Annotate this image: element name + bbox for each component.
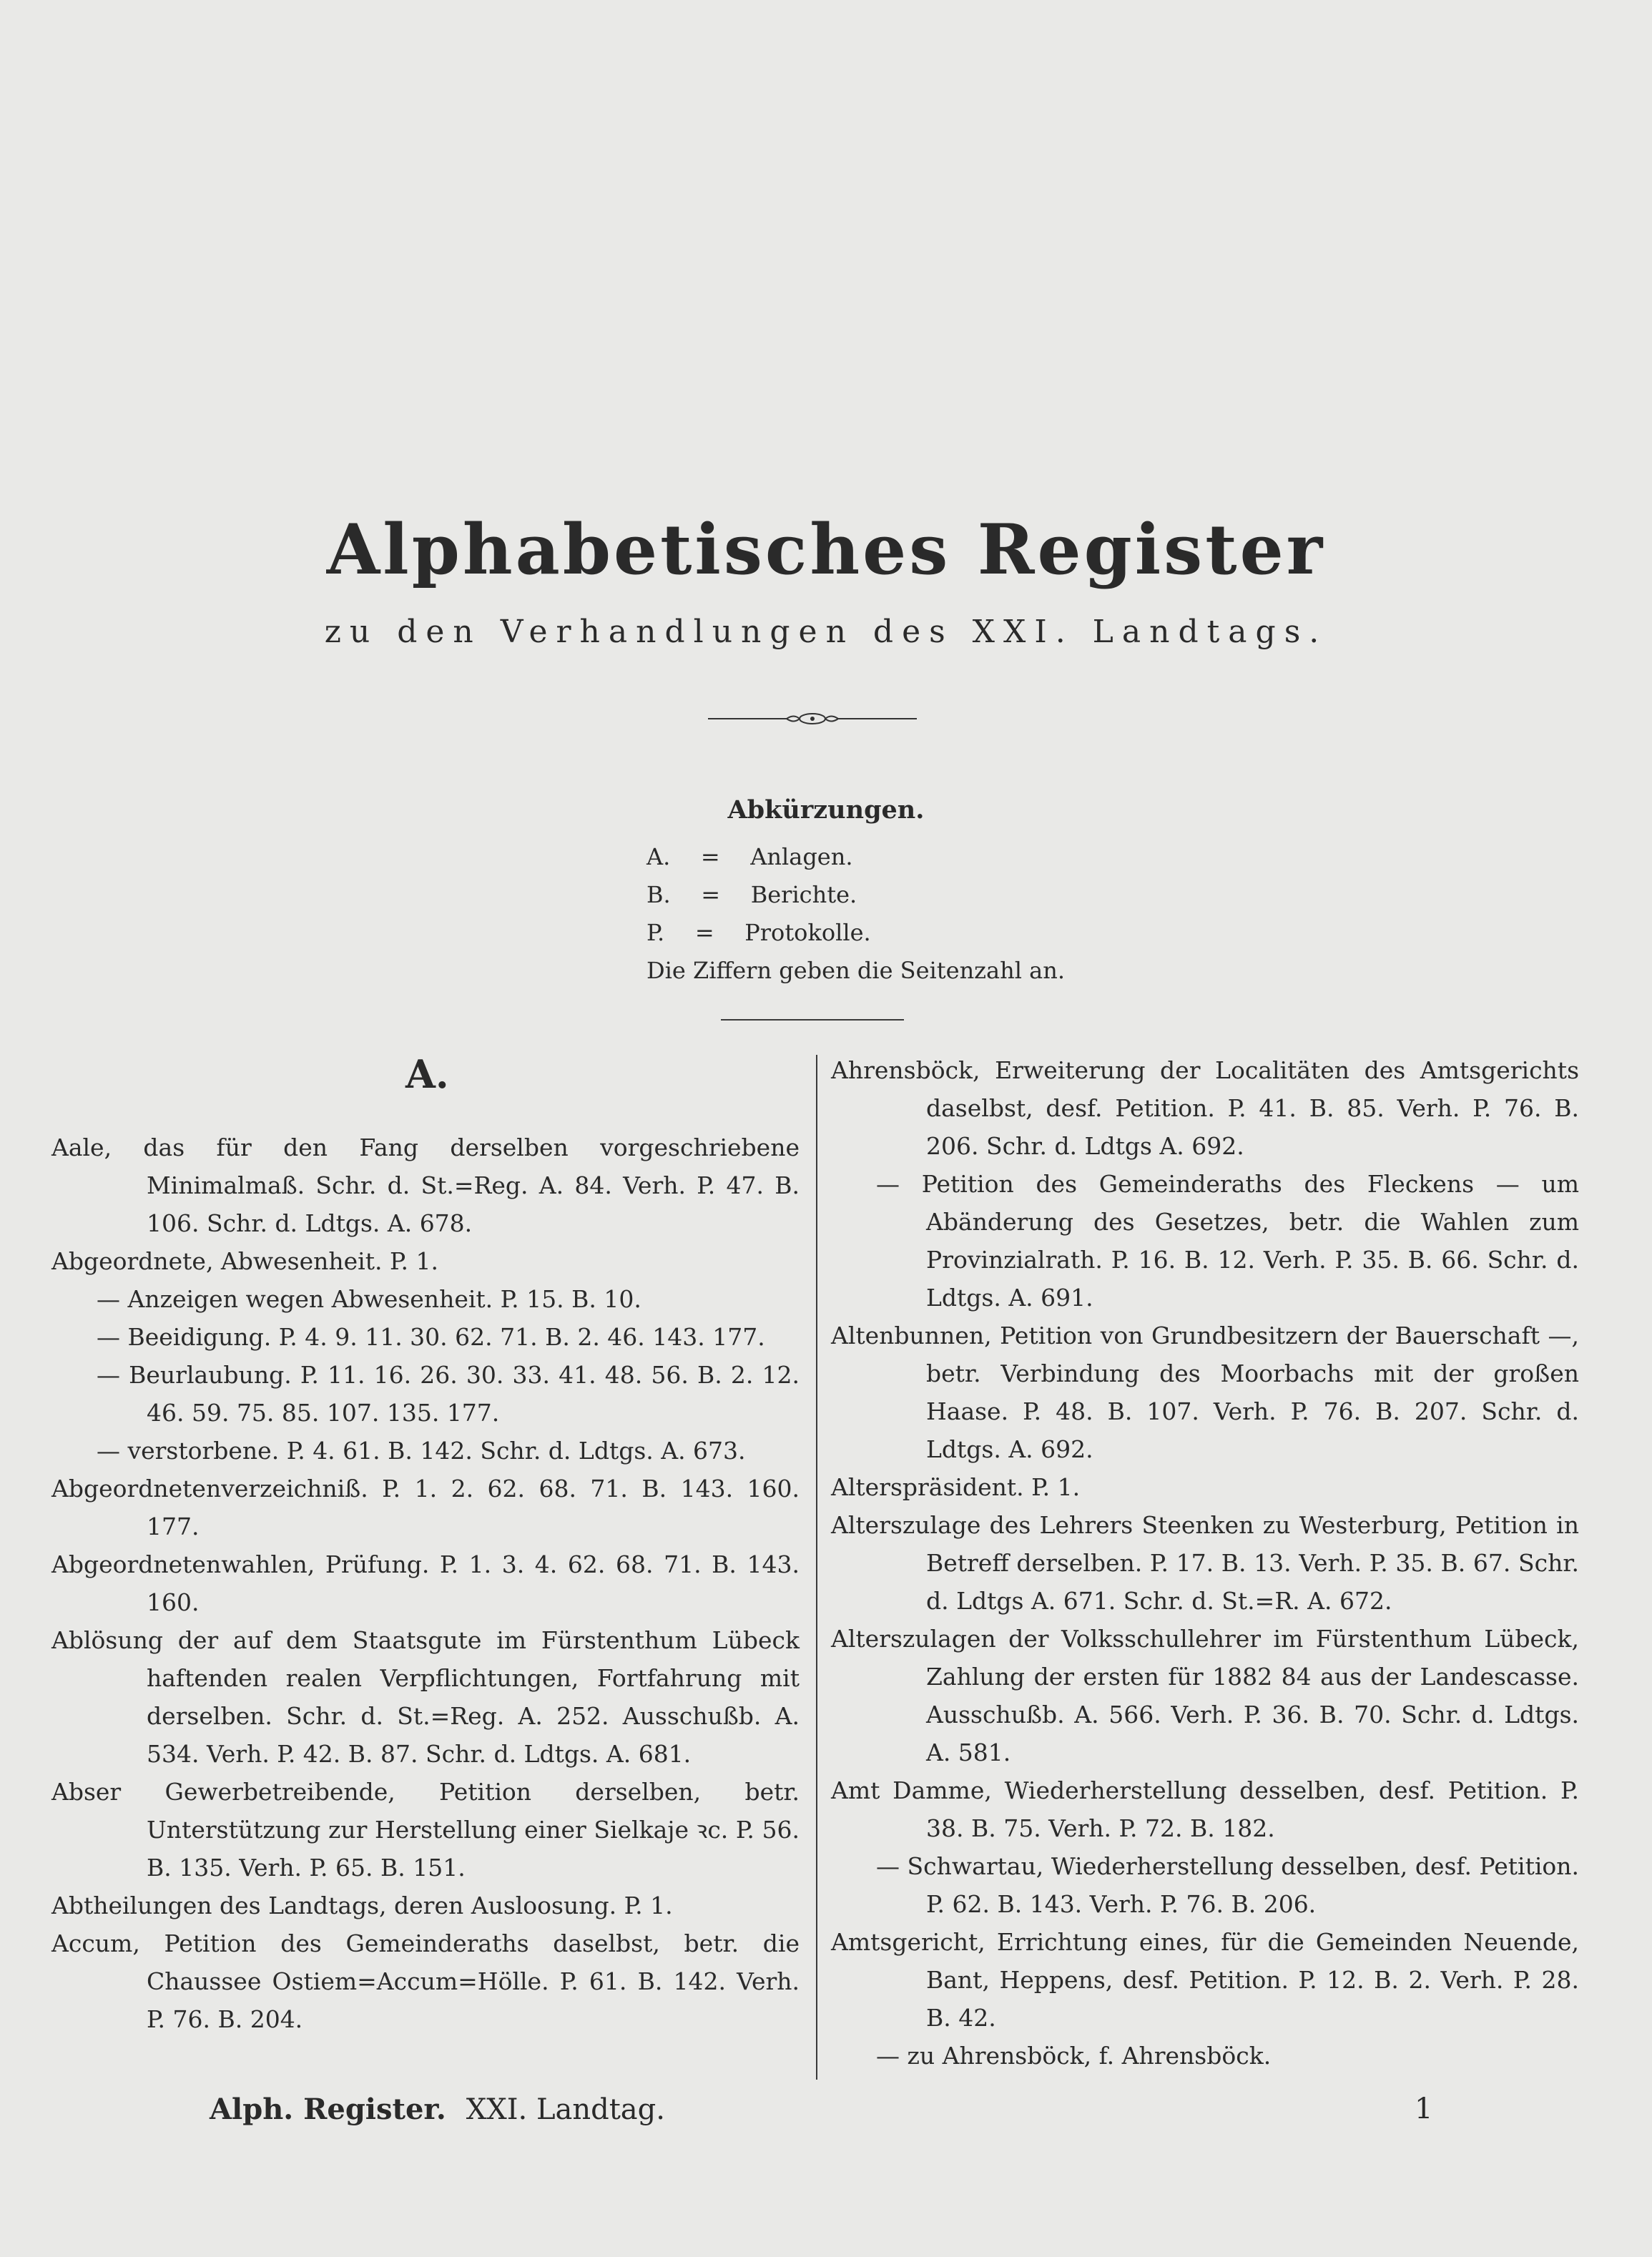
page-footer bbox=[210, 2093, 665, 2126]
register-entry: Amtsgericht, Errichtung eines, für die Gemeinden Neuende, Bant, Heppens, desf. Petition. P. 12. B. 2. Verh. P. 28. B. 42. bbox=[831, 1928, 1579, 2032]
register-subentry: — Schwartau, Wiederherstellung desselben, desf. Petition. P. 62. B. 143. Verh. P. 76. B. 206. bbox=[876, 1852, 1579, 1918]
footer-landtag-label: XXI. Landtag. bbox=[466, 2093, 665, 2126]
register-entry: Alterszulagen der Volksschullehrer im Fürstenthum Lübeck, Zahlung der ersten für 1882 84 aus der Landescasse. Ausschußb. A. 566. Verh. P. 36. B. 70. Schr. d. Ldtgs. A. 581. bbox=[831, 1625, 1579, 1766]
register-entry: Accum, Petition des Gemeinderaths daselbst, betr. die Chaussee Ostiem=Accum=Hölle. P. 61. B. 142. Verh. P. 76. B. 204. bbox=[51, 1929, 800, 2033]
register-subentry: — Beeidigung. P. 4. 9. 11. 30. 62. 71. B. 2. 46. 143. 177. bbox=[97, 1323, 765, 1351]
register-entry: Abgeordnetenwahlen, Prüfung. P. 1. 3. 4. 62. 68. 71. B. 143. 160. bbox=[51, 1550, 800, 1616]
abbreviation-key: B. bbox=[646, 881, 671, 908]
register-entry: Altenbunnen, Petition von Grundbesitzern der Bauerschaft —, betr. Verbindung des Moorbachs mit der großen Haase. P. 48. B. 107. Verh. P. 76. B. 207. Schr. d. Ldtgs. A. 692. bbox=[831, 1322, 1579, 1463]
page-subtitle: zu den Verhandlungen des XXI. Landtags. bbox=[324, 614, 1328, 650]
register-subentry: — Petition des Gemeinderaths des Fleckens — um Abänderung des Gesetzes, betr. die Wahlen zum Provinzialrath. P. 16. B. 12. Verh. P. 35. B. 66. Schr. d. Ldtgs. A. 691. bbox=[876, 1170, 1579, 1312]
equals-sign: = bbox=[700, 843, 720, 870]
section-divider bbox=[721, 1019, 904, 1021]
abbreviations-heading: Abkürzungen. bbox=[727, 795, 925, 825]
section-letter: A. bbox=[405, 1051, 449, 1097]
register-entry: Alterspräsident. P. 1. bbox=[831, 1473, 1081, 1501]
register-entry: Ablösung der auf dem Staatsgute im Fürstenthum Lübeck haftenden realen Verpflichtungen, Fortfahrung mit derselben. Schr. d. St.=Reg. A. 252. Ausschußb. A. 534. Verh. P. 42. B. 87. Schr. d. Ldtgs. A. 681. bbox=[51, 1626, 800, 1768]
column-divider bbox=[816, 1055, 817, 2080]
register-entry: Amt Damme, Wiederherstellung desselben, desf. Petition. P. 38. B. 75. Verh. P. 72. B. 182. bbox=[831, 1776, 1579, 1842]
right-column bbox=[831, 1051, 1579, 2075]
abbreviations-list bbox=[646, 838, 1065, 990]
register-subentry: — Anzeigen wegen Abwesenheit. P. 15. B. 10. bbox=[97, 1285, 641, 1313]
register-subentry: — verstorbene. P. 4. 61. B. 142. Schr. d. Ldtgs. A. 673. bbox=[97, 1437, 746, 1465]
register-entry: Abser Gewerbetreibende, Petition derselben, betr. Unterstützung zur Herstellung einer Sielkaje ꝛc. P. 56. B. 135. Verh. P. 65. B. 151. bbox=[51, 1778, 800, 1882]
abbreviation-row bbox=[646, 876, 1065, 914]
page-title: Alphabetisches Register bbox=[326, 509, 1326, 590]
abbreviation-row bbox=[646, 838, 1065, 876]
abbreviation-row bbox=[646, 914, 1065, 952]
abbreviation-meaning: Berichte. bbox=[750, 881, 857, 908]
register-entry: Alterszulage des Lehrers Steenken zu Westerburg, Petition in Betreff derselben. P. 17. B. 13. Verh. P. 35. B. 67. Schr. d. Ldtgs A. 671. Schr. d. St.=R. A. 672. bbox=[831, 1511, 1579, 1615]
register-entry: Abtheilungen des Landtags, deren Ausloosung. P. 1. bbox=[51, 1892, 673, 1919]
register-subentry: — Beurlaubung. P. 11. 16. 26. 30. 33. 41. 48. 56. B. 2. 12. 46. 59. 75. 85. 107. 135. 177. bbox=[97, 1361, 800, 1427]
abbreviation-meaning: Protokolle. bbox=[744, 919, 871, 946]
register-entry: Aale, das für den Fang derselben vorgeschriebene Minimalmaß. Schr. d. St.=Reg. A. 84. Verh. P. 47. B. 106. Schr. d. Ldtgs. A. 678. bbox=[51, 1134, 800, 1237]
register-entry: Abgeordnetenverzeichniß. P. 1. 2. 62. 68. 71. B. 143. 160. 177. bbox=[51, 1475, 800, 1540]
abbreviation-key: P. bbox=[646, 919, 665, 946]
abbreviation-meaning: Anlagen. bbox=[750, 843, 853, 870]
equals-sign: = bbox=[694, 919, 714, 946]
left-column bbox=[51, 1128, 800, 2038]
abbreviation-key: A. bbox=[646, 843, 671, 870]
register-subentry: — zu Ahrensböck, f. Ahrensböck. bbox=[876, 2042, 1272, 2070]
footer-register-label: Alph. Register. bbox=[210, 2093, 446, 2126]
abbreviations-note: Die Ziffern geben die Seitenzahl an. bbox=[646, 957, 1065, 984]
register-entry: Ahrensböck, Erweiterung der Localitäten des Amtsgerichts daselbst, desf. Petition. P. 41. B. 85. Verh. P. 76. B. 206. Schr. d. Ldtgs A. 692. bbox=[831, 1056, 1579, 1160]
ornament-divider bbox=[708, 711, 917, 727]
equals-sign: = bbox=[701, 881, 721, 908]
register-entry: Abgeordnete, Abwesenheit. P. 1. bbox=[51, 1247, 438, 1275]
page-number: 1 bbox=[1415, 2093, 1433, 2125]
